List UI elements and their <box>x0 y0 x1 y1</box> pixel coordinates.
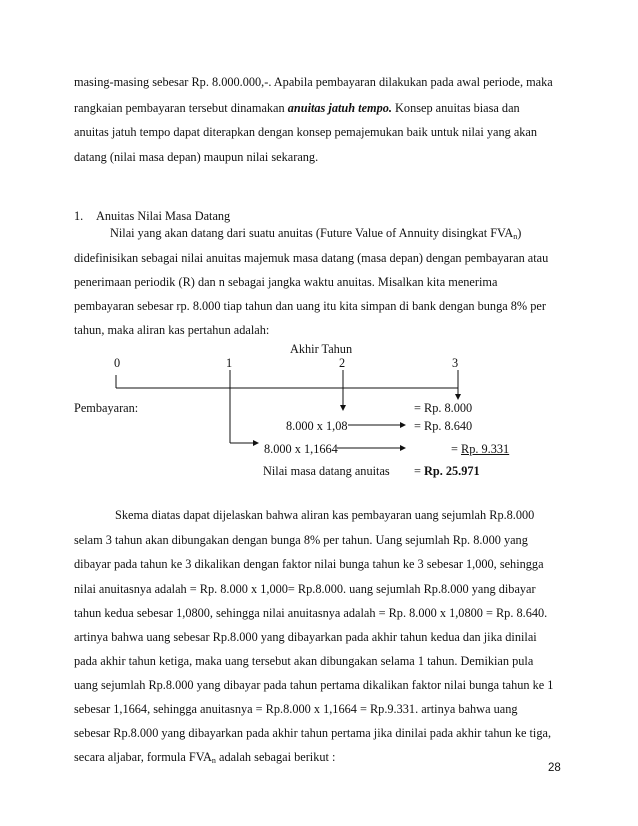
total-value: Rp. 25.971 <box>424 464 480 478</box>
p3-line6: artinya bahwa uang sebesar Rp.8.000 yang dibayarkan pada akhir tahun kedua dan jika dinilai <box>74 630 537 644</box>
p2-line5: tahun, maka aliran kas pertahun adalah: <box>74 323 270 337</box>
row3-eq: = <box>451 442 462 456</box>
section-number: 1. <box>74 209 84 223</box>
p1-line2-a: rangkaian pembayaran tersebut dinamakan <box>74 101 288 115</box>
p3-line7: pada akhir tahun ketiga, maka uang tersebut akan dibungakan selama 1 tahun. Demikian pula <box>74 654 534 668</box>
p3-line11 <box>74 750 335 768</box>
p2-line1-sub: n <box>513 232 518 241</box>
payment-label: Pembayaran: <box>74 401 139 415</box>
p3-line11-sub: n <box>211 756 216 765</box>
row1-result: = Rp. 8.000 <box>414 401 473 415</box>
p3-line1: Skema diatas dapat dijelaskan bahwa aliran kas pembayaran uang sejumlah Rp.8.000 <box>115 508 535 522</box>
p3-line11-a: secara aljabar, formula FVA <box>74 750 212 764</box>
p3-line8: uang sejumlah Rp.8.000 yang dibayar pada tahun pertama dikalikan faktor nilai bunga tahun ke 1 <box>74 678 554 692</box>
row2-result: = Rp. 8.640 <box>414 419 473 433</box>
tick-label-1: 1 <box>226 356 233 370</box>
p1-line2-emphasis: anuitas jatuh tempo. <box>287 101 392 115</box>
p3-line3: dibayar pada tahun ke 3 dikalikan dengan faktor nilai bunga tahun ke 3 sebesar 1,000, sehingga <box>74 557 544 571</box>
p3-line5: tahun kedua sebesar 1,0800, sehingga nilai anuitasnya adalah = Rp. 8.000 x 1,0800 = Rp. 8.640. <box>74 606 548 620</box>
tick-label-2: 2 <box>339 356 346 370</box>
p2-line3: penerimaan periodik (R) dan n sebagai jangka waktu anuitas. Misalkan kita menerima <box>74 275 498 289</box>
p3-line4: nilai anuitasnya adalah = Rp. 8.000 x 1,000= Rp.8.000. uang sejumlah Rp.8.000 yang dibayar <box>74 582 536 596</box>
total-eq: = <box>414 464 425 478</box>
p1-line1: masing-masing sebesar Rp. 8.000.000,-. Apabila pembayaran dilakukan pada awal periode, maka <box>74 75 553 89</box>
p2-line2: didefinisikan sebagai nilai anuitas majemuk masa datang (masa depan) dengan pembayaran atau <box>74 251 549 265</box>
page-number: 28 <box>548 762 561 774</box>
p3-line11-b: adalah sebagai berikut : <box>215 750 336 764</box>
total-result <box>414 464 480 478</box>
row2-calc: 8.000 x 1,08 <box>286 419 348 433</box>
p1-line3: anuitas jatuh tempo dapat diterapkan dengan konsep pemajemukan baik untuk nilai yang akan <box>74 125 538 139</box>
p2-line1-a: Nilai yang akan datang dari suatu anuitas (Future Value of Annuity disingkat FVA <box>110 226 514 240</box>
total-label: Nilai masa datang anuitas <box>263 464 390 478</box>
row3-result <box>451 442 509 456</box>
p1-line4: datang (nilai masa depan) maupun nilai sekarang. <box>74 150 319 164</box>
tick-label-3: 3 <box>452 356 459 370</box>
p2-line4: pembayaran sebesar rp. 8.000 tiap tahun dan uang itu kita simpan di bank dengan bunga 8% per <box>74 299 546 313</box>
p2-line1-b: ) <box>517 226 522 240</box>
p3-line2: selam 3 tahun akan dibungakan dengan bunga 8% per tahun. Uang sejumlah Rp. 8.000 yang <box>74 533 528 547</box>
section-title: Anuitas Nilai Masa Datang <box>96 209 231 223</box>
row3-calc: 8.000 x 1,1664 <box>264 442 338 456</box>
p1-line2-b: Konsep anuitas biasa dan <box>391 101 520 115</box>
tick-label-0: 0 <box>114 356 121 370</box>
row3-value: Rp. 9.331 <box>461 442 510 456</box>
p3-line10: sebesar Rp.8.000 yang dibayarkan pada akhir tahun pertama jika dinilai pada akhir tahun ke tiga, <box>74 726 552 740</box>
diagram-header: Akhir Tahun <box>290 342 353 356</box>
p3-line9: sebesar 1,1664, sehingga anuitasnya = Rp.8.000 x 1,1664 = Rp.9.331. artinya bahwa uang <box>74 702 518 716</box>
